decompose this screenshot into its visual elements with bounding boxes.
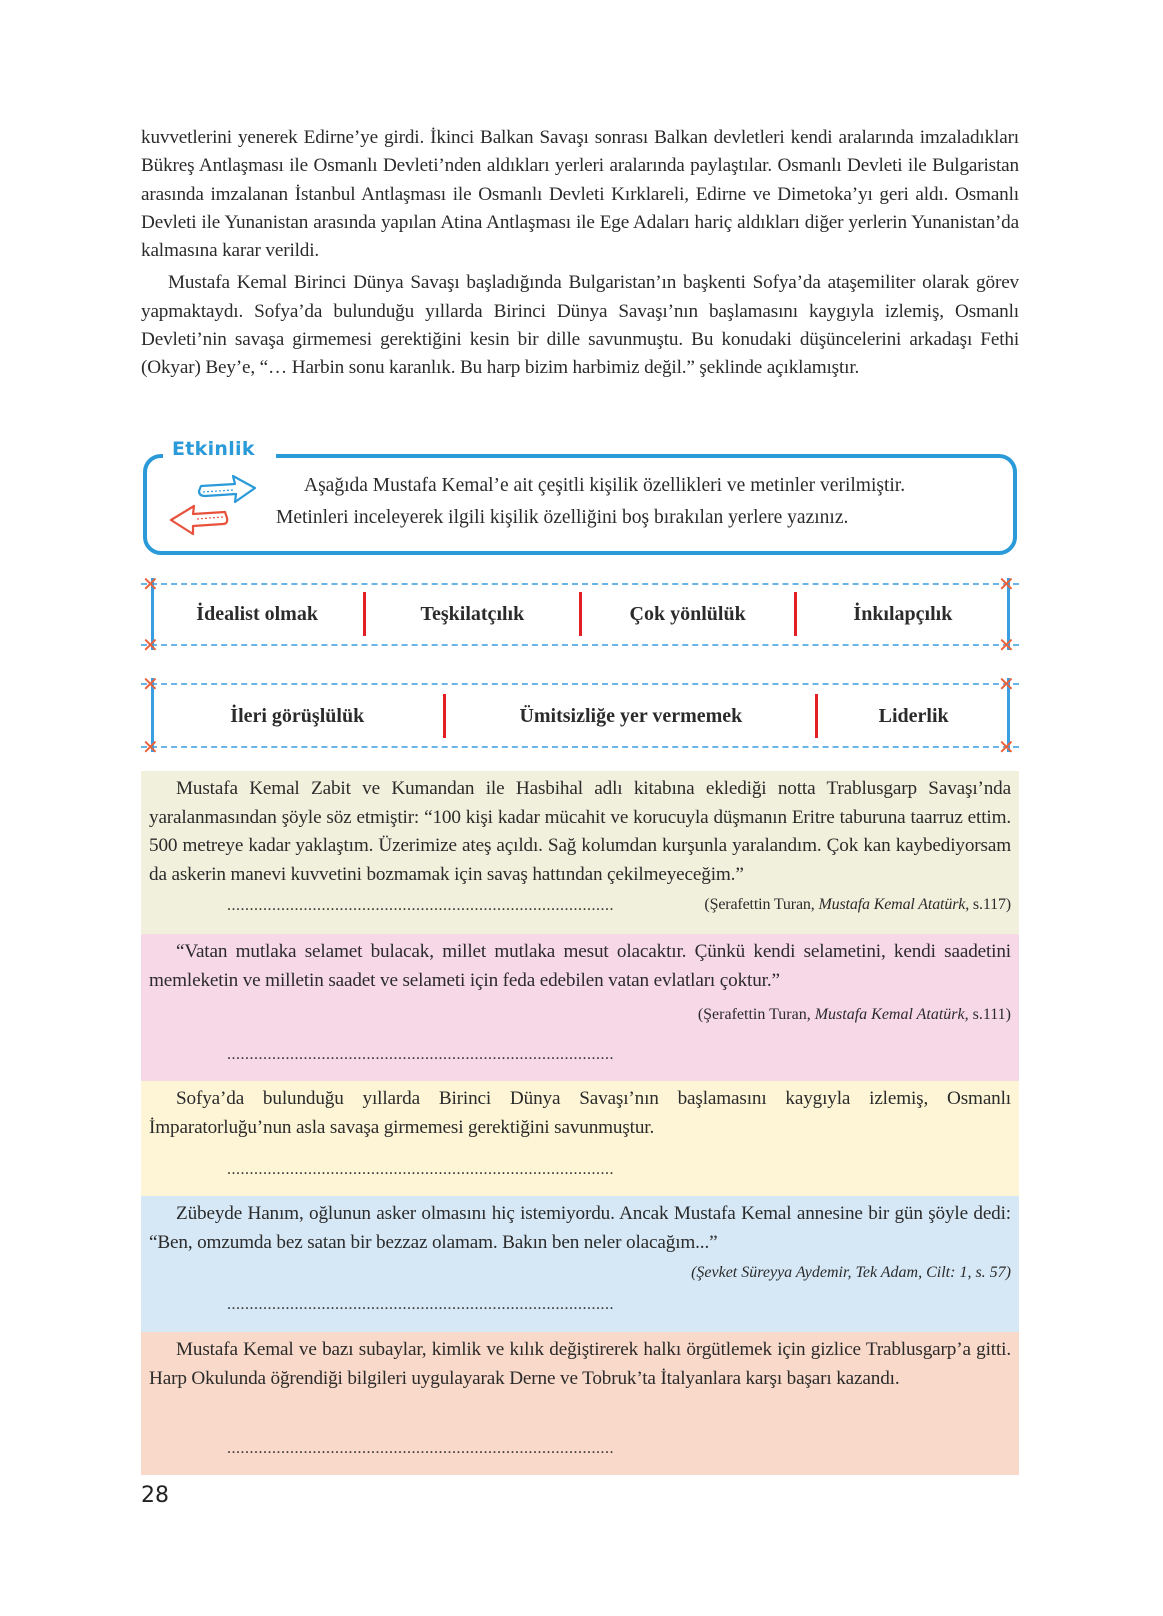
arrow-right-icon bbox=[199, 476, 255, 502]
text-panel-1 bbox=[141, 771, 1019, 934]
paragraph-sofia: Mustafa Kemal Birinci Dünya Savaşı başladığında Bulgaristan’ın başkenti Sofya’da ataşemiliter olarak görev yapmaktaydı. Sofya’da bulunduğu yıllarda Birinci Dünya Savaşı’nın başlamasını kaygıyla izlemiş, Osmanlı Devleti’nin savaşa girmemesi gerektiğini kesin bir dille savunmuştu. Bu konudaki düşüncelerini arkadaşı Fethi (Okyar) Bey’e, “… Harbin sonu karanlık. Bu harp bizim harbimiz değil.” şeklinde açıklamıştır. bbox=[141, 272, 1019, 379]
activity-instruction-line-2: Metinleri inceleyerek ilgili kişilik özelliğini boş bırakılan yerlere yazınız. bbox=[276, 507, 849, 528]
source-author: (Şerafettin Turan, bbox=[704, 896, 819, 913]
text-panel-3 bbox=[141, 1081, 1019, 1196]
answer-blank[interactable]: ...................................................................................... bbox=[227, 1440, 614, 1457]
cross-mark-icon: ✕ bbox=[142, 672, 159, 696]
text-panel-4 bbox=[141, 1196, 1019, 1332]
keyword-row-2 bbox=[151, 694, 1009, 738]
panel-text: Zübeyde Hanım, oğlunun asker olmasını hiç istemiyordu. Ancak Mustafa Kemal annesine bir gün şöyle dedi: “Ben, omzumda bez satan bir bezzaz olamam. Bakın ben neler olacağım...” bbox=[149, 1203, 1011, 1253]
cross-mark-icon: ✕ bbox=[998, 735, 1015, 759]
activity-instruction bbox=[276, 470, 1006, 534]
keyword-strip-1 bbox=[141, 572, 1019, 657]
panel-source bbox=[149, 1003, 1011, 1027]
source-title: Mustafa Kemal Atatürk, bbox=[814, 1006, 969, 1023]
keyword-row-1 bbox=[151, 592, 1009, 636]
answer-blank[interactable]: ...................................................................................... bbox=[227, 897, 614, 914]
activity-box bbox=[141, 438, 1019, 560]
panel-quote: Mustafa Kemal Zabit ve Kumandan ile Hasbihal adlı kitabına eklediği notta Trablusgarp Savaşı’nda yaralanmasından şöyle söz etmiştir: “100 kişi kadar mücahit ve korucuyla düşmanın Eritre taburuna taarruz ettim. 500 metreye kadar yaklaştım. Üzerimize ateş açıldı. Sağ kolumdan kurşunla yaralandım. Çok kan kaybediyorsam da askerin manevi kuvvetini bozmamak için savaş hattından çekilmeyeceğim.” bbox=[149, 778, 1011, 885]
keyword-umitsizlige: Ümitsizliğe yer vermemek bbox=[519, 704, 743, 727]
strip-top-line bbox=[141, 583, 1019, 585]
strip-bottom-line bbox=[141, 644, 1019, 646]
keyword-idealist: İdealist olmak bbox=[196, 602, 318, 625]
intro-text bbox=[141, 124, 1019, 383]
source-title: Mustafa Kemal Atatürk, bbox=[818, 896, 970, 913]
source-author: (Şerafettin Turan, bbox=[697, 1006, 815, 1023]
cross-mark-icon: ✕ bbox=[998, 572, 1015, 596]
answer-blank[interactable]: ...................................................................................... bbox=[227, 1046, 614, 1063]
panel-text: Sofya’da bulunduğu yıllarda Birinci Dünya Savaşı’nın başlamasını kaygıyla izlemiş, Osmanlı İmparatorluğu’nun asla savaşa girmemesi gerektiğini savunmuştur. bbox=[149, 1088, 1011, 1138]
text-panel-5 bbox=[141, 1332, 1019, 1475]
text-panel-2 bbox=[141, 934, 1019, 1081]
keyword-teskilatcilik: Teşkilatçılık bbox=[420, 602, 525, 625]
cross-mark-icon: ✕ bbox=[142, 735, 159, 759]
panel-text bbox=[149, 775, 1011, 913]
source-page: s.117) bbox=[969, 896, 1011, 913]
answer-blank[interactable]: ...................................................................................... bbox=[227, 1296, 614, 1313]
activity-instruction-line-1: Aşağıda Mustafa Kemal’e ait çeşitli kişilik özellikleri ve metinler verilmiştir. bbox=[304, 475, 906, 496]
panel-text: “Vatan mutlaka selamet bulacak, millet mutlaka mesut olacaktır. Çünkü kendi selametini, kendi saadetini memleketin ve milletin saadet ve selameti için feda edebilen vatan evlatları çoktur.” bbox=[149, 941, 1011, 991]
panel-source bbox=[677, 891, 1011, 920]
cross-mark-icon: ✕ bbox=[142, 633, 159, 657]
activity-label: Etkinlik bbox=[172, 438, 255, 460]
page-number: 28 bbox=[141, 1483, 169, 1508]
strip-bottom-line bbox=[141, 746, 1019, 748]
answer-blank[interactable]: ...................................................................................... bbox=[227, 1161, 614, 1178]
cross-mark-icon: ✕ bbox=[142, 572, 159, 596]
cross-mark-icon: ✕ bbox=[998, 672, 1015, 696]
paragraph-balkan-wars: kuvvetlerini yenerek Edirne’ye girdi. İkinci Balkan Savaşı sonrası Balkan devletleri kendi aralarında imzaladıkları Bükreş Antlaşması ile Osmanlı Devleti’nden aldıkları yerleri aralarında paylaştılar. Osmanlı Devleti ile Bulgaristan arasında imzalanan İstanbul Antlaşması ile Osmanlı Devleti Kırklareli, Edirne ve Dimetoka’yı geri aldı. Osmanlı Devleti ile Yunanistan arasında yapılan Atina Antlaşması ile Ege Adaları hariç aldıkları diğer yerlerin Yunanistan’da kalmasına karar verildi. bbox=[141, 127, 1019, 262]
cross-mark-icon: ✕ bbox=[998, 633, 1015, 657]
keyword-strip-2 bbox=[141, 672, 1019, 759]
keyword-liderlik: Liderlik bbox=[878, 704, 949, 727]
arrow-left-icon bbox=[171, 506, 227, 534]
double-arrow-icon bbox=[153, 464, 263, 544]
keyword-ileri-goruslu: İleri görüşlülük bbox=[230, 704, 365, 727]
source-page: s.111) bbox=[968, 1006, 1011, 1023]
keyword-cok-yonluluk: Çok yönlülük bbox=[629, 602, 746, 625]
keyword-inkilapcilik: İnkılapçılık bbox=[853, 602, 953, 625]
panel-text: Mustafa Kemal ve bazı subaylar, kimlik ve kılık değiştirerek halkı örgütlemek için gizlice Trablusgarp’a gitti. Harp Okulunda öğrendiği bilgileri uygulayarak Derne ve Tobruk’ta İtalyanlara karşı başarı kazandı. bbox=[149, 1339, 1011, 1389]
strip-top-line bbox=[141, 683, 1019, 685]
panel-source: (Şevket Süreyya Aydemir, Tek Adam, Cilt: 1, s. 57) bbox=[691, 1264, 1011, 1281]
